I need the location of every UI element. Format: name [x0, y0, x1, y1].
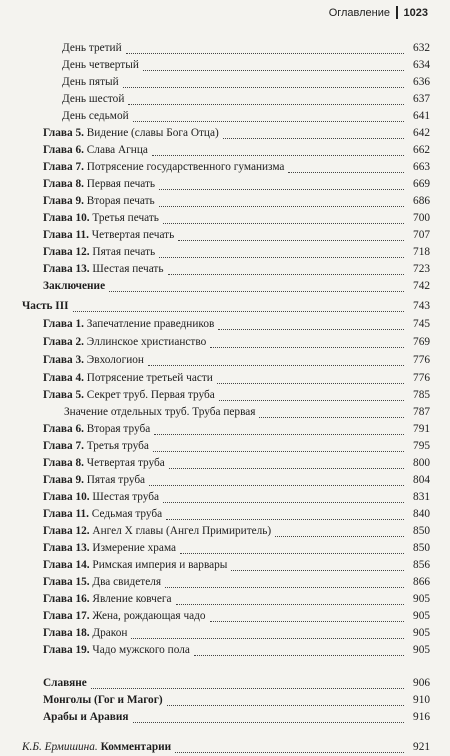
toc-entry-title: Запечатление праведников: [83, 318, 215, 330]
leader-dots: [168, 273, 404, 275]
toc-entry-chapter: Арабы и Аравия: [43, 711, 129, 723]
toc-entry-chapter: Глава 8.: [43, 178, 84, 190]
toc-entry-page: 742: [413, 280, 430, 292]
toc-entry[interactable]: [0, 298, 450, 315]
toc-entry-page: 634: [413, 59, 430, 71]
toc-entry-label: [43, 523, 271, 540]
toc-entry-chapter: Глава 13.: [43, 542, 90, 554]
toc-entry-label: [43, 642, 190, 659]
leader-dots: [109, 290, 404, 292]
toc-entry-chapter: Глава 11.: [43, 508, 89, 520]
toc-entry[interactable]: [0, 244, 450, 261]
toc-entry-chapter: Глава 2.: [43, 336, 84, 348]
leader-dots: [131, 637, 404, 639]
toc-entry[interactable]: [0, 278, 450, 295]
toc-entry[interactable]: [0, 608, 450, 625]
toc-entry-title: Пятая труба: [83, 474, 146, 486]
leader-dots: [73, 310, 404, 312]
toc-entry-page: 856: [413, 559, 430, 571]
toc-entry-chapter: Глава 16.: [43, 593, 90, 605]
leader-dots: [159, 256, 404, 258]
toc-entry-label: [43, 455, 165, 472]
toc-entry-label: [43, 316, 214, 333]
toc-entry-label: [43, 176, 155, 193]
toc-entry-label: [22, 298, 69, 315]
toc-entry-page: 866: [413, 576, 430, 588]
toc-entry-page: 800: [413, 457, 430, 469]
toc-entry-title: День седьмой: [62, 110, 129, 122]
leader-dots: [159, 205, 404, 207]
toc-entry-title: Чадо мужского пола: [89, 644, 190, 656]
toc-entry[interactable]: [0, 352, 450, 369]
toc-entry-title: Эллинское христианство: [83, 336, 207, 348]
leader-dots: [231, 569, 404, 571]
toc-entry-title: Шестая труба: [89, 491, 160, 503]
leader-dots: [128, 103, 404, 105]
toc-entry[interactable]: [0, 404, 450, 421]
toc-entry-page: 787: [413, 406, 430, 418]
toc-entry-title: Явление ковчега: [89, 593, 172, 605]
toc-entry-chapter: Глава 12.: [43, 246, 90, 258]
toc-entry-page: 641: [413, 110, 430, 122]
toc-entry-label: [62, 74, 119, 91]
toc-entry-title: Слава Агнца: [83, 144, 148, 156]
toc-entry-label: [43, 608, 206, 625]
toc-entry-page: 686: [413, 195, 430, 207]
toc-entry-chapter: Глава 4.: [43, 372, 84, 384]
toc-entry-page: 707: [413, 229, 430, 241]
toc-entry-label: [62, 57, 139, 74]
toc-entry-chapter: Глава 9.: [43, 474, 84, 486]
toc-entry-page: 662: [413, 144, 430, 156]
toc-entry-title: Ангел X главы (Ангел Примиритель): [89, 525, 272, 537]
toc-entry-label: [43, 142, 148, 159]
toc-entry-label: [62, 91, 124, 108]
toc-entry[interactable]: [0, 625, 450, 642]
toc-entry-page: 850: [413, 525, 430, 537]
toc-entry-title: Секрет труб. Первая труба: [83, 389, 215, 401]
toc-entry-page: 916: [413, 711, 430, 723]
toc-entry-chapter: Глава 9.: [43, 195, 84, 207]
toc-entry-author: К.Б. Ермишина.: [22, 741, 101, 753]
toc-entry-chapter: Монголы (Гог и Магог): [43, 694, 163, 706]
leader-dots: [133, 120, 404, 122]
toc-entry-chapter: Глава 18.: [43, 627, 90, 639]
toc-entry-page: 905: [413, 593, 430, 605]
toc-entry[interactable]: [0, 91, 450, 108]
toc-entry-label: [43, 540, 176, 557]
toc-entry-label: [43, 709, 129, 726]
toc-entry-title: Пятая печать: [89, 246, 156, 258]
toc-entry-page: 745: [413, 318, 430, 330]
toc-entry-page: 905: [413, 610, 430, 622]
toc-entry[interactable]: [0, 574, 450, 591]
toc-entry-title: Вторая печать: [83, 195, 155, 207]
toc-entry-chapter: Глава 3.: [43, 354, 84, 366]
toc-entry-label: [43, 352, 144, 369]
leader-dots: [223, 137, 404, 139]
toc-entry-page: 642: [413, 127, 430, 139]
toc-entry[interactable]: [0, 210, 450, 227]
toc-entry-label: [64, 404, 255, 421]
toc-entry-page: 850: [413, 542, 430, 554]
leader-dots: [159, 188, 404, 190]
toc-entry[interactable]: [0, 438, 450, 455]
toc-entry-chapter: Глава 6.: [43, 144, 84, 156]
toc-entry[interactable]: [0, 387, 450, 404]
toc-entry-chapter: Глава 11.: [43, 229, 89, 241]
toc-entry-label: [43, 278, 105, 295]
toc-entry-label: [62, 40, 122, 57]
toc-entry[interactable]: [0, 159, 450, 176]
toc-entry-page: 776: [413, 354, 430, 366]
toc-entry[interactable]: [0, 675, 450, 692]
toc-entry-chapter: Глава 12.: [43, 525, 90, 537]
toc-entry[interactable]: [0, 709, 450, 726]
toc-entry-chapter: Заключение: [43, 280, 106, 292]
toc-entry-chapter: Глава 6.: [43, 423, 84, 435]
toc-entry[interactable]: [0, 506, 450, 523]
toc-entry[interactable]: [0, 421, 450, 438]
leader-dots: [148, 364, 404, 366]
toc-entry-label: [43, 370, 213, 387]
toc-entry[interactable]: [0, 523, 450, 540]
toc-entry[interactable]: [0, 489, 450, 506]
toc-entry-title: Третья печать: [89, 212, 159, 224]
toc-entry-chapter: Славяне: [43, 677, 87, 689]
toc-entry[interactable]: [0, 370, 450, 387]
toc-entry[interactable]: [0, 472, 450, 489]
toc-entry[interactable]: [0, 57, 450, 74]
toc-entry[interactable]: [0, 334, 450, 351]
toc-entry-page: 906: [413, 677, 430, 689]
toc-entry-title: Шестая печать: [89, 263, 164, 275]
leader-dots: [163, 222, 404, 224]
toc-entry-label: [43, 193, 155, 210]
toc-entry[interactable]: [0, 557, 450, 574]
toc-entry-page: 769: [413, 336, 430, 348]
toc-entry-title: День пятый: [62, 76, 119, 88]
leader-dots: [219, 399, 404, 401]
page-number: 1023: [403, 6, 428, 19]
toc-entry-title: Жена, рождающая чадо: [89, 610, 206, 622]
toc-entry-page: 743: [413, 300, 430, 312]
toc-entry-chapter: Глава 15.: [43, 576, 90, 588]
toc-entry-title: Потрясение третьей части: [83, 372, 213, 384]
toc-entry-chapter: Глава 8.: [43, 457, 84, 469]
toc-entry-title: Четвертая труба: [83, 457, 165, 469]
leader-dots: [123, 86, 404, 88]
toc-entry[interactable]: [0, 108, 450, 125]
leader-dots: [133, 721, 404, 723]
toc-entry-chapter: Глава 7.: [43, 161, 84, 173]
toc-entry-label: [43, 675, 87, 692]
toc-entry-page: 700: [413, 212, 430, 224]
toc-entry[interactable]: [0, 316, 450, 333]
toc-entry-title: Значение отдельных труб. Труба первая: [64, 406, 256, 418]
leader-dots: [275, 535, 404, 537]
leader-dots: [166, 518, 404, 520]
leader-dots: [218, 328, 404, 330]
toc-entry-label: [43, 506, 162, 523]
toc-entry-title: День четвертый: [62, 59, 139, 71]
toc-entry[interactable]: [0, 739, 450, 756]
toc-entry[interactable]: [0, 74, 450, 91]
leader-dots: [91, 687, 404, 689]
toc-entry[interactable]: [0, 692, 450, 709]
toc-entry-label: [43, 625, 127, 642]
leader-dots: [217, 382, 404, 384]
toc-entry-title: Измерение храма: [89, 542, 177, 554]
leader-dots: [210, 620, 404, 622]
toc-entry-title: Эвхологион: [83, 354, 144, 366]
toc-entry-label: [43, 472, 145, 489]
toc-entry-page: 804: [413, 474, 430, 486]
toc-entry-page: 831: [413, 491, 430, 503]
toc-entry-label: [22, 739, 171, 756]
toc-entry-chapter: Глава 17.: [43, 610, 90, 622]
toc-entry-label: [43, 692, 163, 709]
toc-entry-page: 921: [413, 741, 430, 753]
leader-dots: [169, 467, 404, 469]
toc-entry-chapter: Глава 5.: [43, 127, 84, 139]
toc-entry[interactable]: [0, 142, 450, 159]
toc-entry[interactable]: [0, 125, 450, 142]
leader-dots: [165, 586, 404, 588]
toc-entry-page: 718: [413, 246, 430, 258]
toc-entry-page: 791: [413, 423, 430, 435]
toc-entry-title: Два свидетеля: [89, 576, 162, 588]
toc-entry-title: Дракон: [89, 627, 128, 639]
toc-entry-title: Четвертая печать: [88, 229, 175, 241]
toc-entry-label: [43, 591, 172, 608]
toc-entry-label: [43, 210, 159, 227]
toc-entry-chapter: Часть III: [22, 300, 69, 312]
toc-entry-title: Римская империя и варвары: [89, 559, 228, 571]
toc-entry-page: 840: [413, 508, 430, 520]
toc-entry[interactable]: [0, 540, 450, 557]
toc-entry-page: 637: [413, 93, 430, 105]
leader-dots: [126, 52, 404, 54]
toc-entry-page: 905: [413, 644, 430, 656]
toc-entry-chapter: Глава 19.: [43, 644, 90, 656]
toc-entry-title: Третья труба: [83, 440, 149, 452]
header-divider: [396, 6, 398, 19]
toc-entry[interactable]: [0, 176, 450, 193]
leader-dots: [259, 416, 404, 418]
leader-dots: [178, 239, 404, 241]
toc-entry-page: 632: [413, 42, 430, 54]
toc-entry-title: Первая печать: [83, 178, 156, 190]
leader-dots: [163, 501, 404, 503]
toc-entry[interactable]: [0, 193, 450, 210]
running-header: [329, 6, 428, 19]
running-header-title: Оглавление: [328, 6, 391, 19]
toc-entry-page: 910: [413, 694, 430, 706]
toc-entry-page: 669: [413, 178, 430, 190]
toc-entry-label: [43, 421, 150, 438]
toc-entry-chapter: Глава 10.: [43, 212, 90, 224]
leader-dots: [210, 346, 404, 348]
toc-entry-label: [43, 574, 161, 591]
toc-entry-title: Вторая труба: [83, 423, 151, 435]
toc-entry-chapter: Глава 13.: [43, 263, 90, 275]
leader-dots: [175, 751, 404, 753]
toc-entry[interactable]: [0, 455, 450, 472]
toc-entry-label: [43, 438, 149, 455]
leader-dots: [288, 171, 404, 173]
toc-entry-page: 905: [413, 627, 430, 639]
toc-entry-page: 663: [413, 161, 430, 173]
leader-dots: [149, 484, 404, 486]
toc-entry-label: [43, 387, 215, 404]
leader-dots: [180, 552, 404, 554]
toc-entry-label: [62, 108, 129, 125]
toc-entry[interactable]: [0, 591, 450, 608]
toc-entry-chapter: Глава 10.: [43, 491, 90, 503]
toc-entry-page: 776: [413, 372, 430, 384]
toc-entry-chapter: Глава 7.: [43, 440, 84, 452]
toc-entry-label: [43, 334, 206, 351]
toc-entry-label: [43, 261, 164, 278]
toc-entry-title: Видение (славы Бога Отца): [83, 127, 219, 139]
toc-entry[interactable]: [0, 261, 450, 278]
leader-dots: [143, 69, 404, 71]
toc-entry-title: Седьмая труба: [88, 508, 163, 520]
toc-entry[interactable]: [0, 642, 450, 659]
toc-entry-page: 636: [413, 76, 430, 88]
toc-entry-label: [43, 489, 159, 506]
toc-entry-chapter: Глава 5.: [43, 389, 84, 401]
toc-entry-title: Потрясение государственного гуманизма: [83, 161, 285, 173]
leader-dots: [167, 704, 404, 706]
toc-entry-chapter: Комментарии: [100, 741, 172, 753]
toc-entry-page: 785: [413, 389, 430, 401]
leader-dots: [153, 450, 404, 452]
toc-entry-chapter: Глава 14.: [43, 559, 90, 571]
toc-entry-page: 723: [413, 263, 430, 275]
leader-dots: [194, 654, 404, 656]
toc-entry-title: День шестой: [62, 93, 125, 105]
toc-entry[interactable]: [0, 227, 450, 244]
toc-entry-title: День третий: [62, 42, 122, 54]
toc-entry-chapter: Глава 1.: [43, 318, 84, 330]
toc-entry-label: [43, 159, 284, 176]
leader-dots: [154, 433, 404, 435]
toc-entry-label: [43, 227, 174, 244]
toc-entry-label: [43, 125, 219, 142]
toc-entry[interactable]: [0, 40, 450, 57]
leader-dots: [152, 154, 404, 156]
leader-dots: [176, 603, 404, 605]
toc-entry-label: [43, 244, 155, 261]
toc-entry-label: [43, 557, 227, 574]
toc-entry-page: 795: [413, 440, 430, 452]
